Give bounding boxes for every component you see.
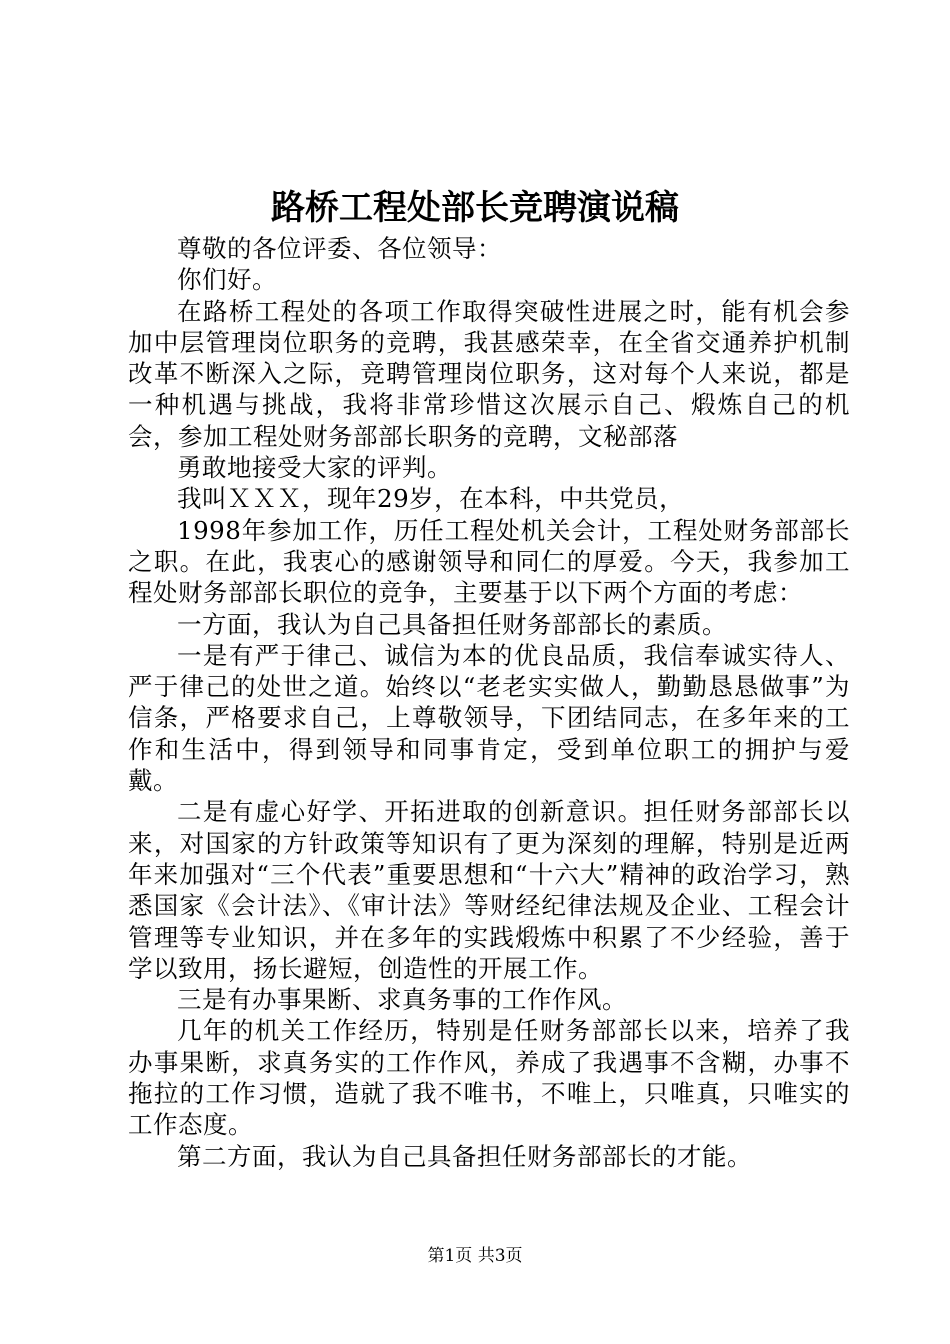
- paragraph-point-one: 一是有严于律己、诚信为本的优良品质，我信奉诚实待人、严于律己的处世之道。始终以“老老实实做人，勤勤恳恳做事”为信条，严格要求自己，上尊敬领导，下团结同志，在多年来的工作和生活中，得到领导和同事肯定，受到单位职工的拥护与爱戴。: [128, 640, 850, 796]
- page-number: 第1页 共3页: [427, 1246, 523, 1266]
- paragraph-aspect-one: 一方面，我认为自己具备担任财务部部长的素质。: [177, 609, 727, 639]
- paragraph-self-intro: 我叫ＸＸＸ，现年29岁，在本科，中共党员，: [177, 484, 685, 514]
- paragraph-point-three: 三是有办事果断、求真务事的工作作风。: [177, 985, 627, 1015]
- document-body: [128, 233, 850, 1172]
- paragraph-aspect-two: 第二方面，我认为自己具备担任财务部部长的才能。: [177, 1141, 752, 1171]
- greeting: 你们好。: [177, 265, 277, 295]
- paragraph-work-experience: 几年的机关工作经历，特别是任财务部部长以来，培养了我办事果断，求真务实的工作作风，养成了我遇事不含糊，办事不拖拉的工作习惯，造就了我不唯书，不唯上，只唯真，只唯实的工作态度。: [128, 1016, 850, 1140]
- paragraph-point-two: 二是有虚心好学、开拓进取的创新意识。担任财务部部长以来，对国家的方针政策等知识有了更为深刻的理解，特别是近两年来加强对“三个代表”重要思想和“十六大”精神的政治学习，熟悉国家《会计法》、《审计法》等财经纪律法规及企业、工程会计管理等专业知识，并在多年的实践煅炼中积累了不少经验，善于学以致用，扬长避短，创造性的开展工作。: [128, 797, 850, 983]
- paragraph-accept-judgment: 勇敢地接受大家的评判。: [177, 453, 452, 483]
- salutation: 尊敬的各位评委、各位领导：: [177, 234, 502, 263]
- document-title: 路桥工程处部长竞聘演说稿: [271, 188, 679, 228]
- paragraph-work-history: 1998年参加工作，历任工程处机关会计，工程处财务部部长之职。在此，我衷心的感谢领导和同仁的厚爱。今天，我参加工程处财务部部长职位的竞争，主要基于以下两个方面的考虑：: [128, 515, 850, 608]
- paragraph-intro: 在路桥工程处的各项工作取得突破性进展之时，能有机会参加中层管理岗位职务的竞聘，我甚感荣幸，在全省交通养护机制改革不断深入之际，竞聘管理岗位职务，这对每个人来说，都是一种机遇与挑战，我将非常珍惜这次展示自己、煅炼自己的机会，参加工程处财务部部长职务的竞聘，文秘部落: [128, 296, 850, 451]
